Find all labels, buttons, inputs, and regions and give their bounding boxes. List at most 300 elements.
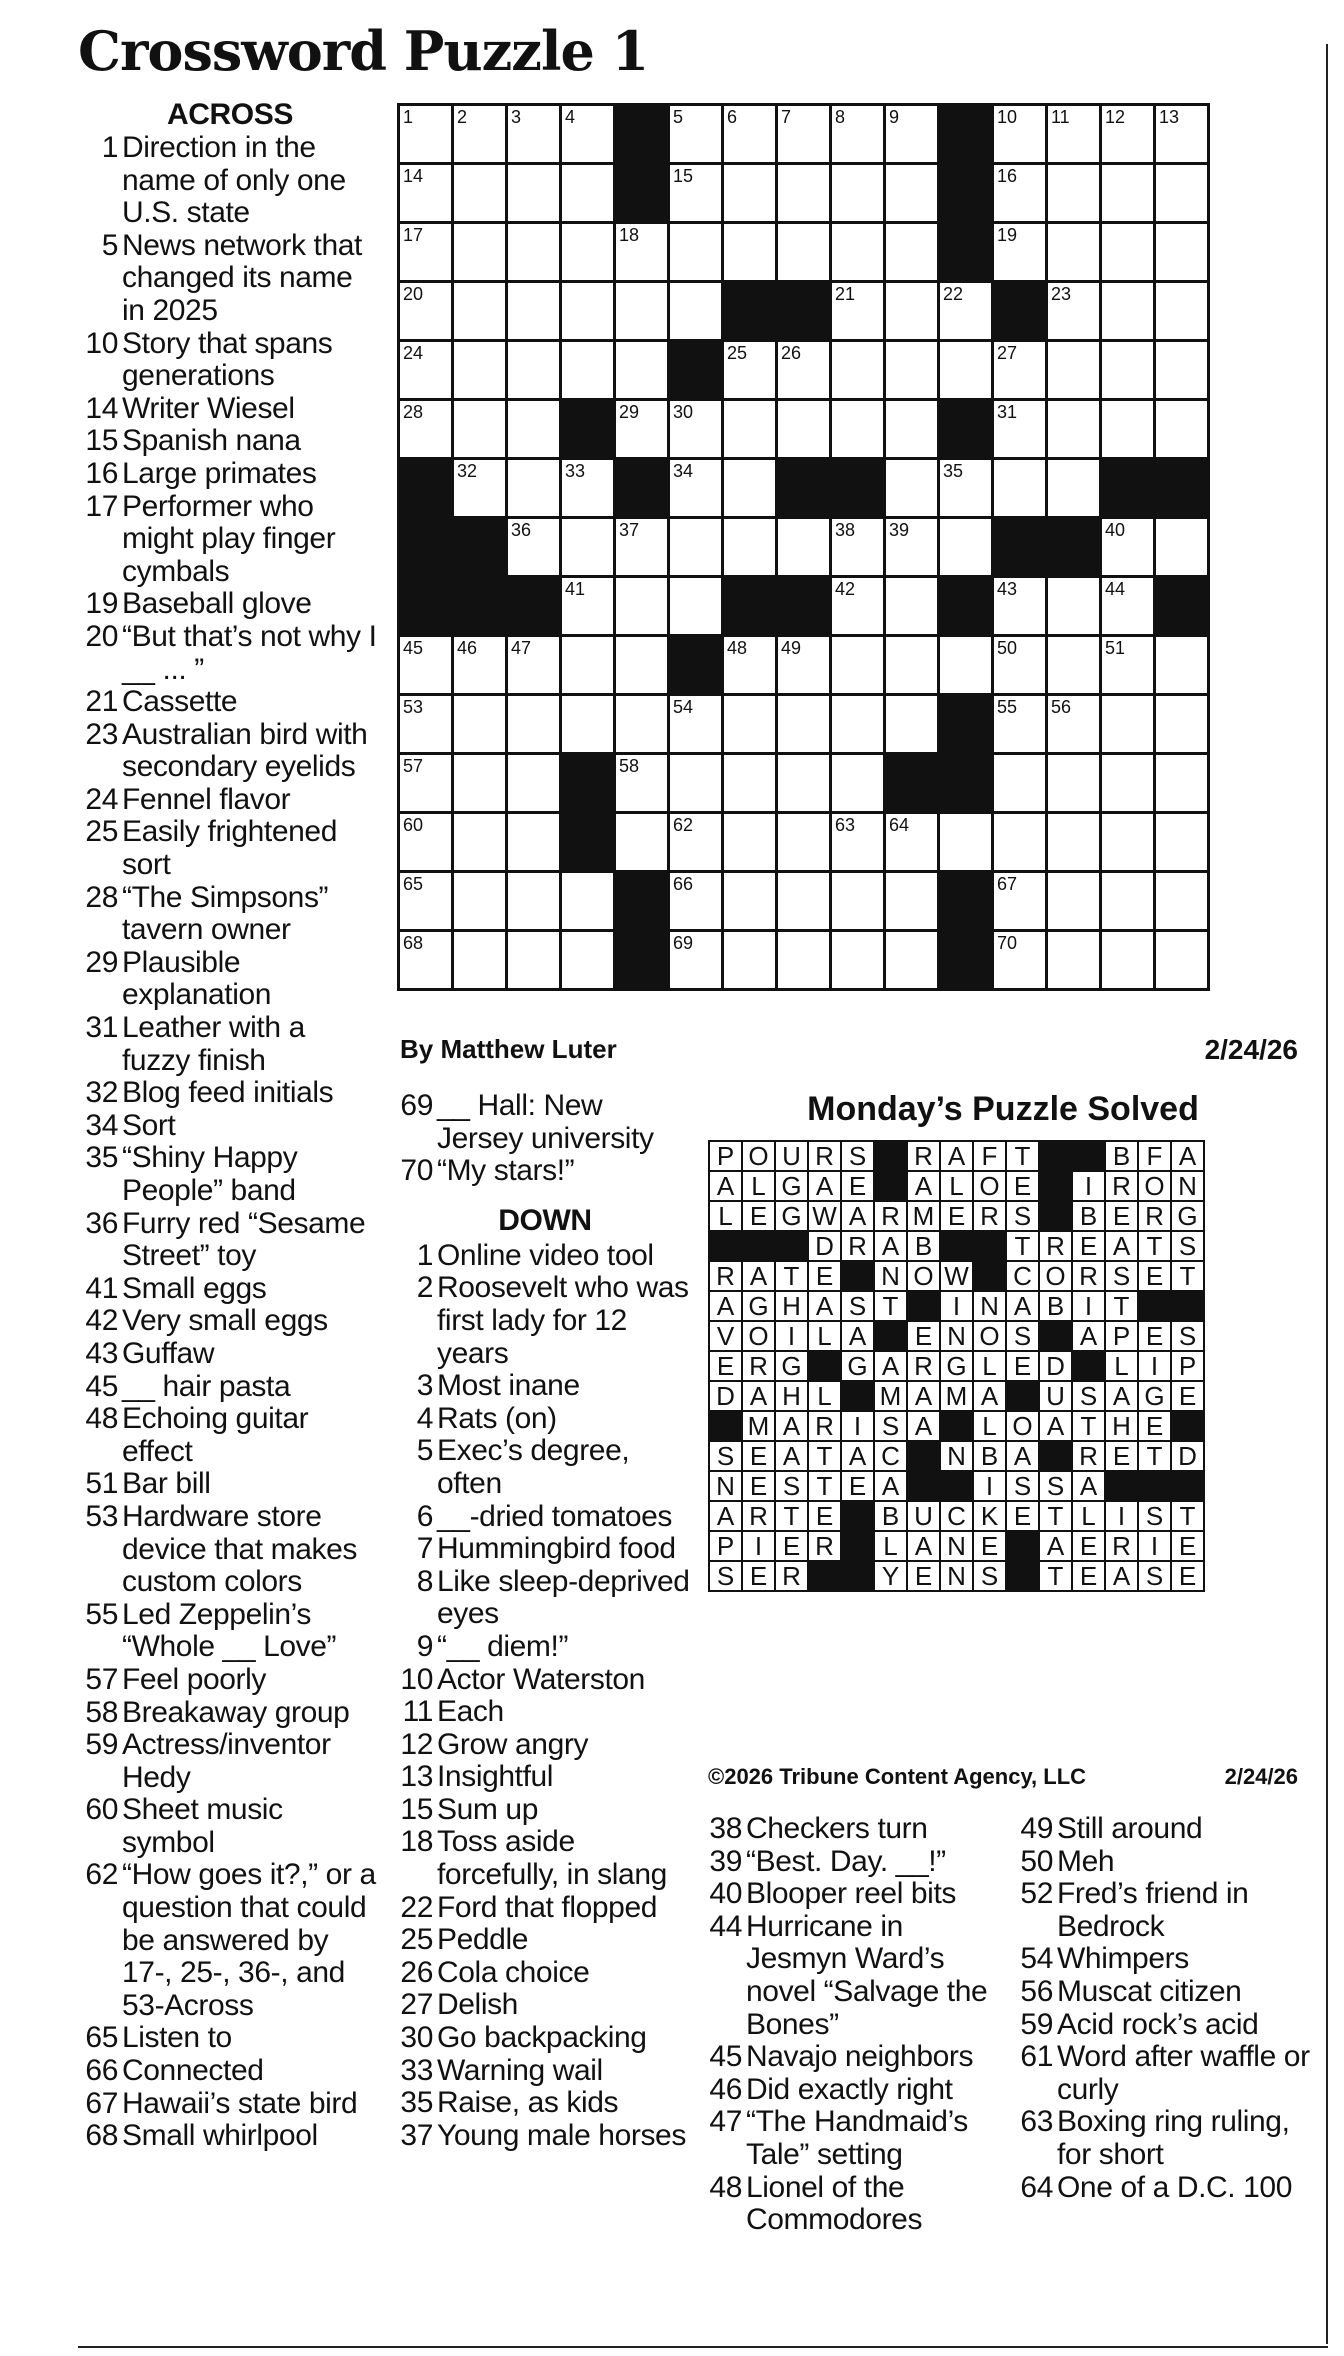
grid-cell[interactable] <box>993 223 1047 282</box>
grid-cell[interactable] <box>453 931 507 990</box>
grid-cell[interactable] <box>831 164 885 223</box>
grid-cell[interactable] <box>777 341 831 400</box>
grid-cell[interactable] <box>1155 282 1209 341</box>
grid-cell[interactable] <box>561 223 615 282</box>
grid-cell[interactable] <box>669 223 723 282</box>
solution-letter: P <box>1105 1321 1138 1351</box>
grid-cell[interactable] <box>723 931 777 990</box>
grid-cell[interactable] <box>777 695 831 754</box>
grid-cell[interactable] <box>1101 754 1155 813</box>
grid-cell[interactable] <box>885 164 939 223</box>
grid-cell[interactable] <box>885 105 939 164</box>
grid-cell[interactable] <box>1047 754 1101 813</box>
grid-cell[interactable] <box>453 695 507 754</box>
solution-block <box>1171 1411 1204 1441</box>
grid-cell[interactable] <box>669 872 723 931</box>
solution-letter: R <box>742 1501 775 1531</box>
grid-cell[interactable] <box>831 223 885 282</box>
solution-letter: E <box>1105 1201 1138 1231</box>
grid-cell[interactable] <box>399 400 453 459</box>
clue-text: Muscat citizen <box>1057 1974 1242 2008</box>
grid-cell[interactable] <box>669 931 723 990</box>
grid-cell[interactable] <box>1047 341 1101 400</box>
grid-cell[interactable] <box>1155 105 1209 164</box>
grid-cell[interactable] <box>831 695 885 754</box>
grid-cell[interactable] <box>1155 754 1209 813</box>
clue-item <box>80 132 380 230</box>
grid-cell[interactable] <box>1047 223 1101 282</box>
grid-cell[interactable] <box>615 400 669 459</box>
grid-cell[interactable] <box>1047 459 1101 518</box>
grid-cell[interactable] <box>1047 872 1101 931</box>
clue-text: Meh <box>1057 1844 1115 1878</box>
clue-number: 59 <box>85 1728 118 1762</box>
grid-cell[interactable] <box>993 931 1047 990</box>
grid-cell[interactable] <box>1047 400 1101 459</box>
clue-text: Word after waffle or curly <box>1057 2040 1310 2106</box>
grid-cell[interactable] <box>399 695 453 754</box>
grid-block <box>939 931 993 990</box>
solution-letter: I <box>1138 1351 1171 1381</box>
grid-cell[interactable] <box>993 400 1047 459</box>
solution-letter: E <box>1072 1231 1105 1261</box>
grid-cell[interactable] <box>1101 695 1155 754</box>
grid-cell[interactable] <box>831 105 885 164</box>
solution-letter: R <box>808 1411 841 1441</box>
grid-cell[interactable] <box>507 105 561 164</box>
grid-cell[interactable] <box>885 341 939 400</box>
grid-cell[interactable] <box>1155 164 1209 223</box>
grid-cell[interactable] <box>453 754 507 813</box>
clue-number: 52 <box>1020 1877 1053 1911</box>
clue-item <box>80 2022 380 2055</box>
clue-item <box>395 1924 695 1957</box>
grid-cell[interactable] <box>777 931 831 990</box>
grid-cell[interactable] <box>669 813 723 872</box>
grid-cell[interactable] <box>939 282 993 341</box>
clue-item <box>80 1664 380 1697</box>
grid-cell[interactable] <box>777 223 831 282</box>
grid-cell[interactable] <box>723 459 777 518</box>
grid-cell[interactable] <box>615 636 669 695</box>
grid-cell[interactable] <box>885 636 939 695</box>
solution-block <box>808 1351 841 1381</box>
grid-cell[interactable] <box>831 754 885 813</box>
crossword-grid[interactable] <box>397 103 1210 991</box>
clue-item <box>80 1599 380 1664</box>
grid-cell[interactable] <box>399 164 453 223</box>
solution-letter: G <box>775 1351 808 1381</box>
grid-cell[interactable] <box>507 164 561 223</box>
cell-number: 70 <box>997 933 1018 953</box>
solution-letter: N <box>940 1441 973 1471</box>
clue-number: 22 <box>400 1890 433 1924</box>
grid-cell[interactable] <box>507 459 561 518</box>
grid-cell[interactable] <box>615 577 669 636</box>
solution-letter: I <box>1105 1501 1138 1531</box>
grid-cell[interactable] <box>561 695 615 754</box>
grid-cell[interactable] <box>993 754 1047 813</box>
grid-cell[interactable] <box>1155 518 1209 577</box>
clue-item <box>80 1142 380 1207</box>
grid-cell[interactable] <box>939 459 993 518</box>
grid-cell[interactable] <box>615 695 669 754</box>
grid-cell[interactable] <box>615 282 669 341</box>
grid-cell[interactable] <box>993 577 1047 636</box>
grid-cell[interactable] <box>399 872 453 931</box>
solution-letter: A <box>841 1321 874 1351</box>
grid-cell[interactable] <box>777 164 831 223</box>
cell-number: 55 <box>997 697 1018 717</box>
solution-letter: R <box>1072 1261 1105 1291</box>
grid-cell[interactable] <box>453 223 507 282</box>
clue-number: 40 <box>709 1877 742 1911</box>
solution-letter: L <box>1105 1351 1138 1381</box>
clue-number: 26 <box>400 1955 433 1989</box>
grid-cell[interactable] <box>507 400 561 459</box>
clue-text: Insightful <box>437 1760 554 1794</box>
grid-cell[interactable] <box>507 754 561 813</box>
grid-cell[interactable] <box>1047 577 1101 636</box>
grid-cell[interactable] <box>723 400 777 459</box>
grid-cell[interactable] <box>993 636 1047 695</box>
clue-number: 23 <box>85 717 118 751</box>
grid-cell[interactable] <box>399 105 453 164</box>
grid-cell[interactable] <box>723 813 777 872</box>
clue-number: 53 <box>85 1499 118 1533</box>
grid-cell[interactable] <box>561 282 615 341</box>
grid-cell[interactable] <box>993 341 1047 400</box>
grid-cell[interactable] <box>885 459 939 518</box>
solution-letter: N <box>709 1471 742 1501</box>
grid-cell[interactable] <box>669 754 723 813</box>
clue-text: “Best. Day. __!” <box>746 1844 946 1878</box>
grid-cell[interactable] <box>669 105 723 164</box>
clue-item <box>704 1813 1004 1846</box>
grid-cell[interactable] <box>831 341 885 400</box>
grid-cell[interactable] <box>885 223 939 282</box>
solution-block <box>1006 1561 1039 1591</box>
grid-block <box>561 754 615 813</box>
solution-letter: R <box>907 1141 940 1171</box>
solution-letter: E <box>940 1201 973 1231</box>
grid-cell[interactable] <box>993 872 1047 931</box>
clue-text: Blooper reel bits <box>746 1877 956 1911</box>
grid-cell[interactable] <box>399 341 453 400</box>
solution-letter: S <box>775 1471 808 1501</box>
grid-cell[interactable] <box>885 872 939 931</box>
grid-block <box>615 164 669 223</box>
clue-number: 37 <box>400 2118 433 2152</box>
clue-text: Connected <box>122 2054 264 2088</box>
grid-cell[interactable] <box>831 577 885 636</box>
grid-cell[interactable] <box>453 341 507 400</box>
solution-letter: E <box>742 1201 775 1231</box>
grid-cell[interactable] <box>1047 695 1101 754</box>
grid-cell[interactable] <box>723 695 777 754</box>
grid-cell[interactable] <box>777 105 831 164</box>
grid-cell[interactable] <box>453 636 507 695</box>
grid-cell[interactable] <box>885 577 939 636</box>
grid-cell[interactable] <box>723 872 777 931</box>
grid-cell[interactable] <box>723 341 777 400</box>
grid-cell[interactable] <box>777 518 831 577</box>
grid-cell[interactable] <box>507 282 561 341</box>
grid-cell[interactable] <box>669 695 723 754</box>
grid-cell[interactable] <box>453 872 507 931</box>
solution-letter: E <box>808 1501 841 1531</box>
grid-cell[interactable] <box>669 459 723 518</box>
grid-cell[interactable] <box>831 400 885 459</box>
solution-letter: E <box>775 1531 808 1561</box>
grid-cell[interactable] <box>1155 341 1209 400</box>
grid-cell[interactable] <box>669 518 723 577</box>
grid-cell[interactable] <box>885 518 939 577</box>
grid-cell[interactable] <box>831 282 885 341</box>
grid-cell[interactable] <box>1155 813 1209 872</box>
grid-cell[interactable] <box>453 164 507 223</box>
grid-cell[interactable] <box>1101 931 1155 990</box>
grid-cell[interactable] <box>723 105 777 164</box>
grid-cell[interactable] <box>561 636 615 695</box>
grid-cell[interactable] <box>1155 872 1209 931</box>
grid-cell[interactable] <box>615 341 669 400</box>
clue-item <box>80 784 380 817</box>
grid-cell[interactable] <box>993 459 1047 518</box>
grid-cell[interactable] <box>615 223 669 282</box>
grid-cell[interactable] <box>1101 341 1155 400</box>
solution-block <box>808 1561 841 1591</box>
cell-number: 1 <box>403 107 414 127</box>
clue-text: Bar bill <box>122 1467 211 1501</box>
grid-cell[interactable] <box>939 636 993 695</box>
grid-cell[interactable] <box>399 282 453 341</box>
solution-letter: L <box>1072 1501 1105 1531</box>
grid-cell[interactable] <box>507 223 561 282</box>
solution-letter: C <box>1006 1261 1039 1291</box>
grid-cell[interactable] <box>1101 164 1155 223</box>
clue-text: Sum up <box>437 1792 538 1826</box>
grid-cell[interactable] <box>777 872 831 931</box>
grid-cell[interactable] <box>507 518 561 577</box>
solution-letter: V <box>709 1321 742 1351</box>
grid-cell[interactable] <box>561 518 615 577</box>
grid-cell[interactable] <box>939 341 993 400</box>
clue-text: Young male horses <box>437 2118 686 2152</box>
solution-letter: R <box>1072 1441 1105 1471</box>
grid-cell[interactable] <box>939 518 993 577</box>
grid-cell[interactable] <box>1155 400 1209 459</box>
grid-cell[interactable] <box>777 754 831 813</box>
grid-block <box>453 518 507 577</box>
grid-cell[interactable] <box>831 636 885 695</box>
clue-number: 1 <box>416 1238 433 1272</box>
clue-text: Each <box>437 1695 504 1729</box>
grid-cell[interactable] <box>831 931 885 990</box>
cell-number: 19 <box>997 225 1018 245</box>
grid-cell[interactable] <box>885 931 939 990</box>
clue-item <box>395 1272 695 1370</box>
grid-cell[interactable] <box>1047 105 1101 164</box>
clue-item <box>395 2055 695 2088</box>
grid-cell[interactable] <box>831 872 885 931</box>
grid-cell[interactable] <box>1101 400 1155 459</box>
grid-cell[interactable] <box>777 400 831 459</box>
clue-item <box>80 1110 380 1143</box>
grid-cell[interactable] <box>993 164 1047 223</box>
grid-cell[interactable] <box>1047 636 1101 695</box>
grid-cell[interactable] <box>453 282 507 341</box>
grid-cell[interactable] <box>1101 577 1155 636</box>
grid-cell[interactable] <box>561 341 615 400</box>
grid-cell[interactable] <box>561 931 615 990</box>
grid-cell[interactable] <box>723 164 777 223</box>
grid-cell[interactable] <box>399 813 453 872</box>
grid-cell[interactable] <box>1101 518 1155 577</box>
cell-number: 23 <box>1051 284 1072 304</box>
grid-cell[interactable] <box>885 695 939 754</box>
grid-cell[interactable] <box>507 813 561 872</box>
grid-cell[interactable] <box>561 872 615 931</box>
grid-cell[interactable] <box>561 105 615 164</box>
solution-letter: M <box>907 1201 940 1231</box>
solution-letter: S <box>709 1441 742 1471</box>
clue-item <box>80 393 380 426</box>
grid-cell[interactable] <box>1155 695 1209 754</box>
grid-cell[interactable] <box>561 164 615 223</box>
grid-cell[interactable] <box>561 459 615 518</box>
grid-cell[interactable] <box>1155 931 1209 990</box>
clue-item <box>395 1435 695 1500</box>
grid-cell[interactable] <box>453 459 507 518</box>
clue-item <box>80 1273 380 1306</box>
grid-cell[interactable] <box>1047 164 1101 223</box>
grid-cell[interactable] <box>453 400 507 459</box>
clue-item <box>395 1729 695 1762</box>
grid-cell[interactable] <box>1047 282 1101 341</box>
clue-text: Feel poorly <box>122 1662 267 1696</box>
grid-cell[interactable] <box>993 105 1047 164</box>
grid-cell[interactable] <box>1155 223 1209 282</box>
clue-text: Large primates <box>122 456 317 490</box>
grid-cell[interactable] <box>507 872 561 931</box>
solution-letter: A <box>907 1171 940 1201</box>
cell-number: 48 <box>727 638 748 658</box>
grid-cell[interactable] <box>399 636 453 695</box>
grid-cell[interactable] <box>885 813 939 872</box>
grid-cell[interactable] <box>507 636 561 695</box>
grid-cell[interactable] <box>561 577 615 636</box>
grid-cell[interactable] <box>885 400 939 459</box>
grid-cell[interactable] <box>1047 931 1101 990</box>
cell-number: 10 <box>997 107 1018 127</box>
clue-number: 9 <box>416 1629 433 1663</box>
grid-cell[interactable] <box>669 282 723 341</box>
grid-cell[interactable] <box>831 813 885 872</box>
grid-cell[interactable] <box>507 341 561 400</box>
grid-cell[interactable] <box>669 577 723 636</box>
grid-cell[interactable] <box>399 931 453 990</box>
grid-cell[interactable] <box>777 636 831 695</box>
clue-text: Hurricane in Jesmyn Ward’s novel “Salvage the Bones” <box>746 1909 988 2041</box>
grid-cell[interactable] <box>615 754 669 813</box>
clue-text: Like sleep-deprived eyes <box>437 1564 690 1631</box>
clue-item <box>395 1664 695 1697</box>
grid-cell[interactable] <box>453 105 507 164</box>
solution-block <box>709 1411 742 1441</box>
grid-cell[interactable] <box>1155 636 1209 695</box>
grid-block <box>399 518 453 577</box>
grid-cell[interactable] <box>1101 813 1155 872</box>
solution-letter: E <box>1072 1531 1105 1561</box>
solution-letter: S <box>973 1561 1006 1591</box>
clue-number: 5 <box>416 1434 433 1468</box>
grid-cell[interactable] <box>507 695 561 754</box>
clue-text: Raise, as kids <box>437 2086 619 2120</box>
grid-cell[interactable] <box>723 754 777 813</box>
grid-cell[interactable] <box>1101 282 1155 341</box>
clue-text: One of a D.C. 100 <box>1057 2170 1293 2204</box>
grid-block <box>399 459 453 518</box>
clue-text: Hawaii’s state bird <box>122 2086 358 2120</box>
solution-letter: E <box>709 1351 742 1381</box>
grid-cell[interactable] <box>939 813 993 872</box>
grid-cell[interactable] <box>453 813 507 872</box>
clue-number: 19 <box>85 587 118 621</box>
solution-letter: R <box>1105 1531 1138 1561</box>
clue-number: 35 <box>85 1141 118 1175</box>
grid-cell[interactable] <box>993 813 1047 872</box>
grid-block <box>723 282 777 341</box>
grid-cell[interactable] <box>723 636 777 695</box>
solution-letter: E <box>1138 1261 1171 1291</box>
grid-cell[interactable] <box>993 695 1047 754</box>
down-header: DOWN <box>498 1203 592 1237</box>
grid-cell[interactable] <box>1101 636 1155 695</box>
grid-cell[interactable] <box>1101 872 1155 931</box>
cell-number: 16 <box>997 166 1018 186</box>
solution-letter: M <box>874 1381 907 1411</box>
grid-cell[interactable] <box>831 518 885 577</box>
solution-letter: R <box>841 1231 874 1261</box>
solution-letter: A <box>841 1441 874 1471</box>
grid-cell[interactable] <box>1101 105 1155 164</box>
solution-letter: N <box>940 1561 973 1591</box>
clue-number: 13 <box>400 1760 433 1794</box>
grid-cell[interactable] <box>885 282 939 341</box>
grid-cell[interactable] <box>1047 813 1101 872</box>
grid-cell[interactable] <box>507 931 561 990</box>
grid-cell[interactable] <box>723 223 777 282</box>
clue-number: 44 <box>709 1909 742 1943</box>
grid-cell[interactable] <box>399 754 453 813</box>
grid-cell[interactable] <box>615 813 669 872</box>
grid-cell[interactable] <box>1101 223 1155 282</box>
grid-cell[interactable] <box>399 223 453 282</box>
clue-text: Cola choice <box>437 1955 590 1989</box>
grid-cell[interactable] <box>669 400 723 459</box>
clue-text: Roosevelt who was first lady for 12 years <box>437 1271 689 1370</box>
clue-number: 2 <box>416 1271 433 1305</box>
clue-text: “My stars!” <box>437 1154 575 1188</box>
grid-cell[interactable] <box>723 518 777 577</box>
grid-block <box>561 813 615 872</box>
grid-cell[interactable] <box>615 518 669 577</box>
clue-number: 45 <box>709 2040 742 2074</box>
grid-cell[interactable] <box>669 164 723 223</box>
cell-number: 63 <box>835 815 856 835</box>
grid-cell[interactable] <box>777 813 831 872</box>
